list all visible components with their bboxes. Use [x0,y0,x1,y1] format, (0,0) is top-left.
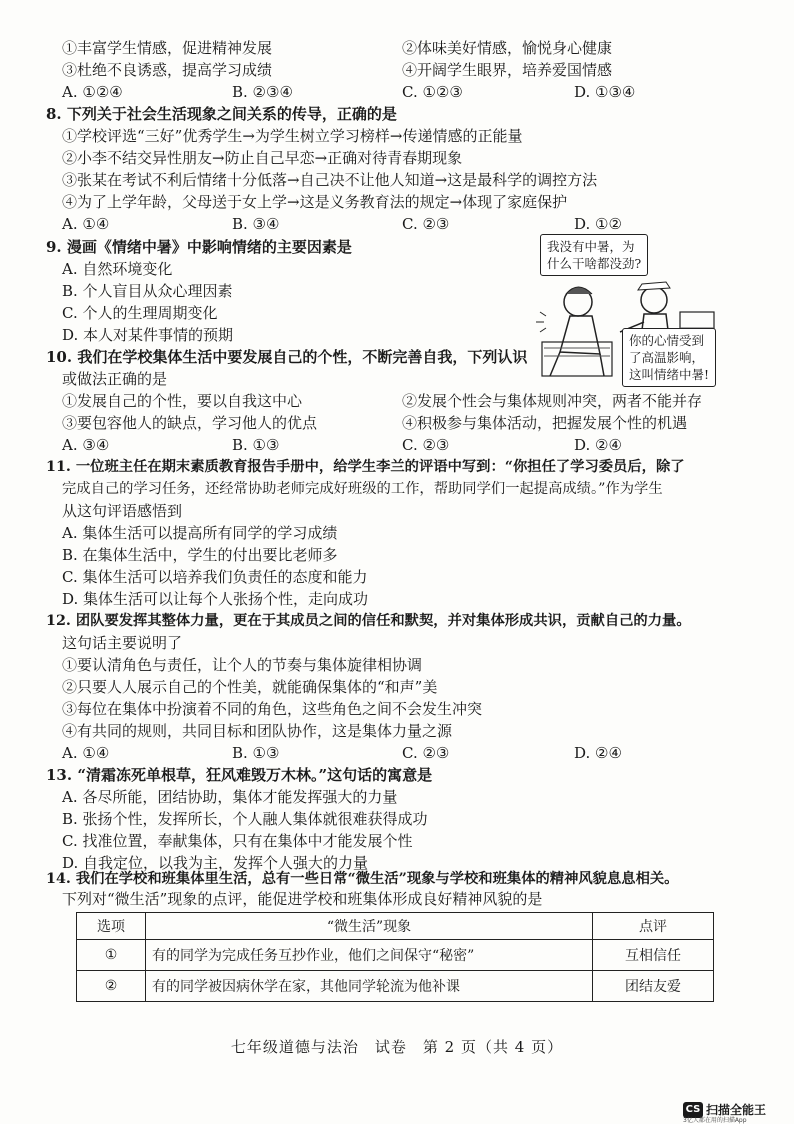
q9-choice-c: C. 个人的生理周期变化 [62,304,218,322]
q13-stem: 13. “清霜冻死单根草，狂风难毁万木林。”这句话的寓意是 [46,766,433,784]
q14-header-option: 选项 [77,913,146,940]
q8-choice-a: A. ①④ [62,215,110,233]
q14-stem-line-1: 14. 我们在学校和班集体里生活，总有一些日常“微生活”现象与学校和班集体的精神风貌息息相关。 [46,871,679,887]
q11-stem-line-2: 完成自己的学习任务，还经常协助老师完成好班级的工作，帮助同学们一起提高成绩。”作为学生 [62,481,663,497]
q10-option-1: ①发展自己的个性，要以自我这中心 [62,392,303,410]
q8-choice-d: D. ①② [574,215,622,233]
q14-header-comment: 点评 [593,913,714,940]
q13-choice-c: C. 找准位置，奉献集体，只有在集体中才能发展个性 [62,832,413,850]
q10-choice-b: B. ①③ [232,436,280,454]
scanner-tagline: 3亿人都在用的扫描App [683,1117,747,1124]
q14-header-phenomenon: “微生活”现象 [146,913,593,940]
q14-row1-phenomenon: 有的同学为完成任务互抄作业，他们之间保守“秘密” [146,940,593,971]
cartoon-bubble-answer [622,328,716,387]
q7-option-2: ②体味美好情感，愉悦身心健康 [402,39,613,57]
q10-choice-d: D. ②④ [574,436,622,454]
q12-stem-line-1: 12. 团队要发挥其整体力量，更在于其成员之间的信任和默契，并对集体形成共识，贡献自己的力量。 [46,613,691,629]
q14-row1-option: ① [77,940,146,971]
bubble-question-line-2: 什么干啥都没劲? [547,256,642,271]
q13-choice-d: D. 自我定位，以我为主，发挥个人强大的力量 [62,854,369,872]
q12-stem-line-2: 这句话主要说明了 [62,634,183,652]
q11-choice-c: C. 集体生活可以培养我们负责任的态度和能力 [62,568,368,586]
q12-choice-c: C. ②③ [402,744,450,762]
q12-option-1: ①要认清角色与责任，让个人的节奏与集体旋律相协调 [62,656,423,674]
q10-stem-line-2: 或做法正确的是 [62,370,168,388]
q14-row2-phenomenon: 有的同学被因病休学在家，其他同学轮流为他补课 [146,971,593,1002]
q13-choice-a: A. 各尽所能，团结协助，集体才能发挥强大的力量 [62,788,398,806]
cs-logo-icon: CS [683,1102,703,1118]
q8-option-1: ①学校评选“三好”优秀学生→为学生树立学习榜样→传递情感的正能量 [62,127,523,145]
q11-choice-a: A. 集体生活可以提高所有同学的学习成绩 [62,524,338,542]
q7-choice-a: A. ①②④ [62,83,123,101]
q10-choice-c: C. ②③ [402,436,450,454]
q12-option-4: ④有共同的规则，共同目标和团队协作，这是集体力量之源 [62,722,453,740]
q10-stem-line-1: 10. 我们在学校集体生活中要发展自己的个性，不断完善自我，下列认识 [46,348,528,366]
q7-option-4: ④开阔学生眼界，培养爱国情感 [402,61,613,79]
q8-stem: 8. 下列关于社会生活现象之间关系的传导，正确的是 [46,105,397,123]
q7-option-3: ③杜绝不良诱惑，提高学习成绩 [62,61,273,79]
q11-stem-line-1: 11. 一位班主任在期末素质教育报告手册中，给学生李兰的评语中写到：“你担任了学习委员后，除了 [46,459,685,475]
q14-row1-comment: 互相信任 [593,940,714,971]
q7-choice-d: D. ①③④ [574,83,636,101]
q12-option-3: ③每位在集体中扮演着不同的角色，这些角色之间不会发生冲突 [62,700,483,718]
q8-choice-c: C. ②③ [402,215,450,233]
table-row [77,971,714,1002]
bubble-answer-line-2: 了高温影响， [629,350,705,365]
q8-choice-b: B. ③④ [232,215,280,233]
q9-choice-d: D. 本人对某件事情的预期 [62,326,234,344]
q7-choice-b: B. ②③④ [232,83,293,101]
table-row [77,940,714,971]
q14-row2-comment: 团结友爱 [593,971,714,1002]
q12-option-2: ②只要人人展示自己的个性美，就能确保集体的“和声”美 [62,678,438,696]
q13-choice-b: B. 张扬个性，发挥所长，个人融人集体就很难获得成功 [62,810,428,828]
q10-choice-a: A. ③④ [62,436,110,454]
q11-stem-line-3: 从这句评语感悟到 [62,502,183,520]
q10-option-2: ②发展个性会与集体规则冲突，两者不能并存 [402,392,703,410]
q12-choice-b: B. ①③ [232,744,280,762]
q9-cartoon [530,232,720,382]
bubble-question-line-1: 我没有中暑，为 [547,239,635,254]
q9-choice-a: A. 自然环境变化 [62,260,173,278]
q8-option-4: ④为了上学年龄，父母送于女上学→这是义务教育法的规定→体现了家庭保护 [62,193,568,211]
q14-table-header-row [77,913,714,940]
q8-option-2: ②小李不结交异性朋友→防止自己早恋→正确对待青春期现象 [62,149,463,167]
q11-choice-d: D. 集体生活可以让每个人张扬个性，走向成功 [62,590,369,608]
page-footer: 七年级道德与法治 试卷 第 2 页（共 4 页） [230,1038,564,1056]
bubble-answer-line-1: 你的心情受到 [629,333,705,348]
q7-choice-c: C. ①②③ [402,83,463,101]
q10-option-4: ④积极参与集体活动，把握发展个性的机遇 [402,414,688,432]
q14-row2-option: ② [77,971,146,1002]
q14-stem-line-2: 下列对“微生活”现象的点评，能促进学校和班集体形成良好精神风貌的是 [62,890,543,908]
q12-choice-a: A. ①④ [62,744,110,762]
q9-stem: 9. 漫画《情绪中暑》中影响情绪的主要因素是 [46,238,352,256]
q11-choice-b: B. 在集体生活中，学生的付出要比老师多 [62,546,338,564]
bubble-answer-line-3: 这叫情绪中暑! [629,367,710,382]
q7-option-1: ①丰富学生情感，促进精神发展 [62,39,273,57]
q9-choice-b: B. 个人盲目从众心理因素 [62,282,233,300]
q14-table [76,912,714,1002]
q12-choice-d: D. ②④ [574,744,622,762]
q8-option-3: ③张某在考试不利后情绪十分低落→自己决不让他人知道→这是最科学的调控方法 [62,171,598,189]
cartoon-bubble-question [540,234,648,276]
scanner-name: 扫描全能王 [706,1103,767,1117]
q10-option-3: ③要包容他人的缺点，学习他人的优点 [62,414,318,432]
